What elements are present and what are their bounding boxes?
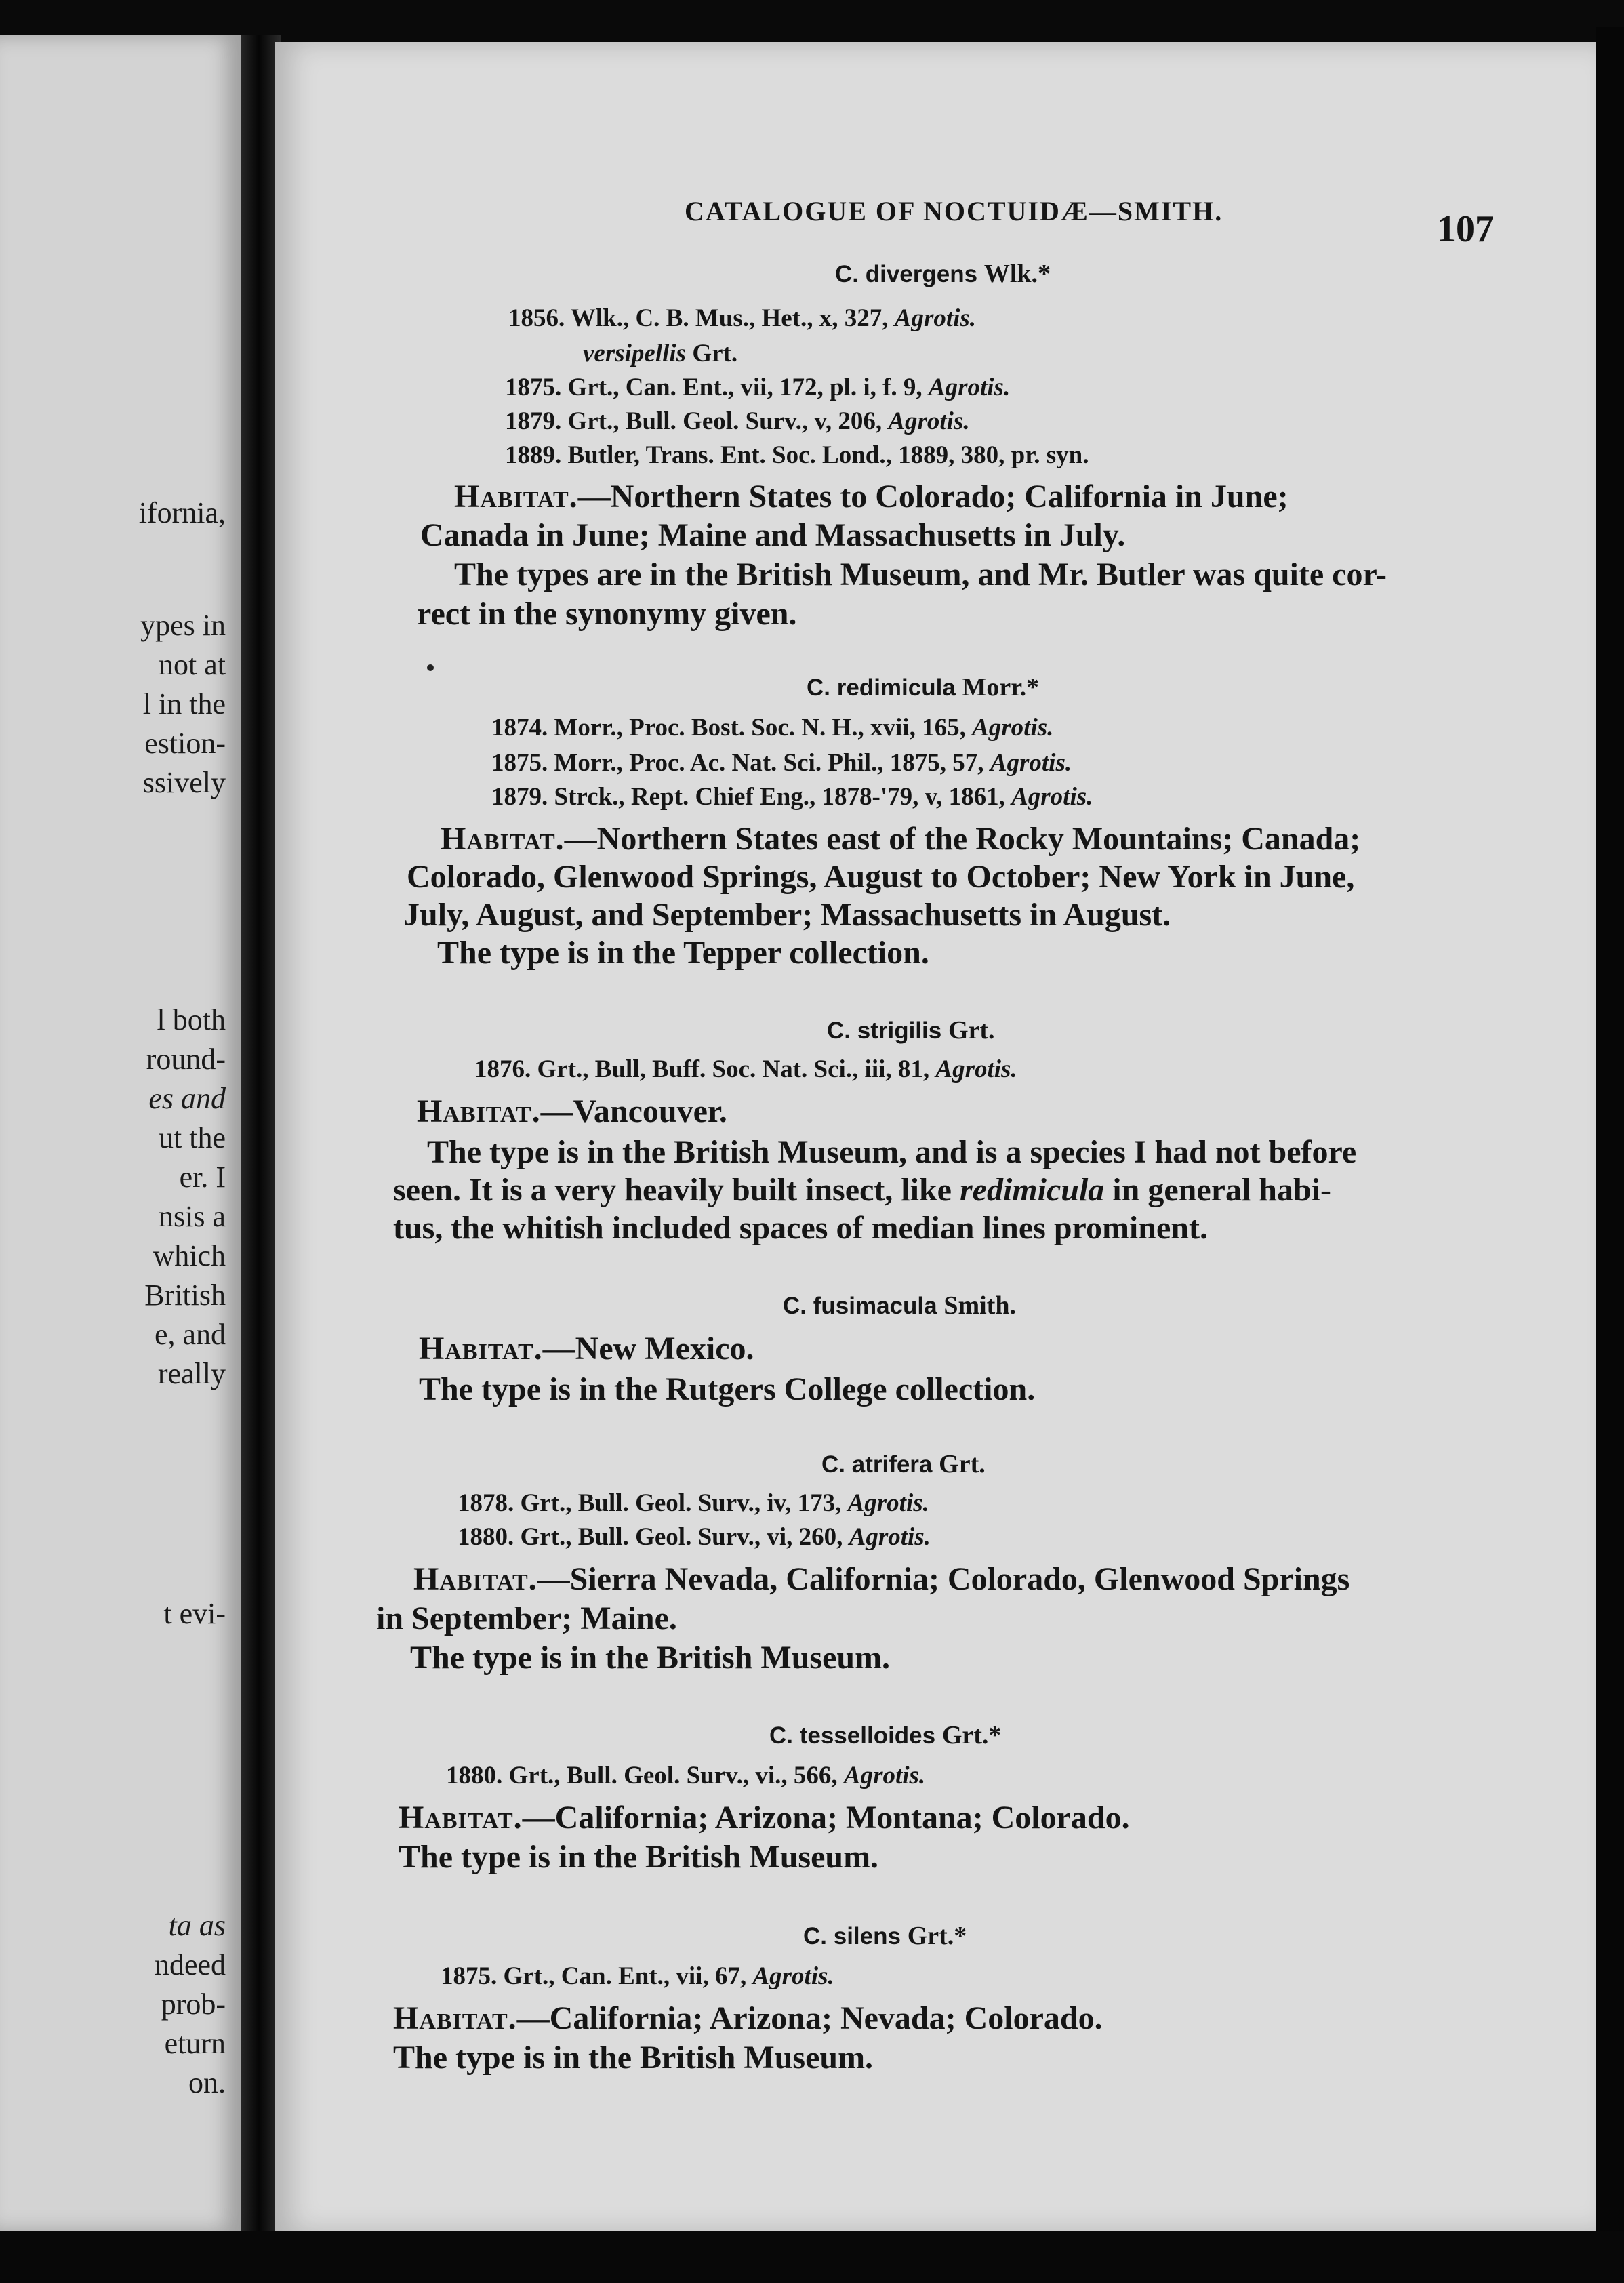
species-author: Smith. — [943, 1291, 1016, 1320]
reference-line: 1879. Grt., Bull. Geol. Surv., v, 206, Agrotis. — [505, 407, 970, 435]
habitat-line: Habitat.—New Mexico. — [419, 1331, 754, 1367]
body-line: The type is in the British Museum, and is a species I had not before — [427, 1134, 1357, 1170]
ink-mark — [427, 664, 434, 671]
species-name: C. fusimacula — [783, 1293, 937, 1319]
reference-line: 1880. Grt., Bull. Geol. Surv., vi, 260, Agrotis. — [458, 1523, 931, 1551]
body-line: seen. It is a very heavily built insect, like redimicula in general habi- — [393, 1172, 1331, 1208]
left-page-text: ssively — [142, 766, 226, 799]
reference-line: 1880. Grt., Bull. Geol. Surv., vi., 566, Agrotis. — [446, 1762, 926, 1790]
species-name: C. atrifera — [821, 1451, 933, 1478]
body-line: The types are in the British Museum, and Mr. Butler was quite cor- — [454, 557, 1387, 592]
left-page-text: t evi- — [163, 1597, 226, 1630]
reference-line: 1875. Morr., Proc. Ac. Nat. Sci. Phil., 1875, 57, Agrotis. — [491, 749, 1072, 777]
habitat-line: Habitat.—California; Arizona; Montana; Colorado. — [399, 1800, 1130, 1836]
species-heading — [803, 1921, 967, 1951]
left-page-text: es and — [148, 1082, 226, 1115]
species-author: Grt.* — [907, 1922, 967, 1950]
left-page — [0, 35, 241, 2231]
species-author: Morr.* — [962, 673, 1040, 702]
left-page-text: nsis a — [159, 1200, 226, 1233]
reference-line: 1874. Morr., Proc. Bost. Soc. N. H., xvii, 165, Agrotis. — [491, 714, 1054, 742]
left-page-text: round- — [146, 1043, 226, 1076]
running-header: CATALOGUE OF NOCTUIDÆ—SMITH. — [685, 196, 1223, 226]
left-page-text: ut the — [159, 1121, 226, 1154]
species-name: C. strigilis — [827, 1017, 942, 1044]
scan-border-bottom — [0, 2231, 1624, 2283]
left-page-text: er. I — [179, 1160, 226, 1194]
species-heading — [807, 672, 1039, 702]
reference-line: 1875. Grt., Can. Ent., vii, 67, Agrotis. — [441, 1962, 834, 1990]
species-name: C. divergens — [835, 261, 978, 287]
scan-border-right — [1596, 27, 1624, 2283]
habitat-line: Habitat.—Vancouver. — [417, 1093, 727, 1129]
left-page-text: eturn — [164, 2027, 226, 2060]
species-heading — [821, 1449, 986, 1479]
body-line: The type is in the Tepper collection. — [437, 935, 929, 971]
page-number: 107 — [1437, 208, 1494, 250]
species-name: C. silens — [803, 1923, 901, 1949]
body-line: The type is in the British Museum. — [399, 1839, 879, 1875]
left-page-text: which — [153, 1239, 226, 1272]
species-name: C. tesselloides — [769, 1722, 936, 1749]
left-page-text: ndeed — [154, 1948, 226, 1981]
species-author: Grt. — [939, 1450, 986, 1478]
species-author: Wlk.* — [983, 260, 1051, 288]
body-line: The type is in the Rutgers College collection. — [419, 1371, 1036, 1407]
species-heading — [827, 1015, 995, 1045]
synonym-line: versipellis Grt. — [583, 340, 738, 367]
body-line: Colorado, Glenwood Springs, August to October; New York in June, — [407, 859, 1355, 895]
left-page-text: not at — [159, 648, 226, 681]
body-line: Canada in June; Maine and Massachusetts in July. — [420, 517, 1126, 553]
reference-line: 1878. Grt., Bull. Geol. Surv., iv, 173, Agrotis. — [458, 1489, 929, 1517]
left-page-text: ta as — [168, 1909, 226, 1942]
species-author: Grt.* — [941, 1721, 1002, 1750]
body-line: tus, the whitish included spaces of median lines prominent. — [393, 1210, 1208, 1246]
body-line: in September; Maine. — [376, 1600, 677, 1636]
body-line: The type is in the British Museum. — [410, 1640, 891, 1676]
species-heading — [783, 1291, 1016, 1320]
left-page-text: British — [144, 1278, 226, 1312]
reference-line: 1856. Wlk., C. B. Mus., Het., x, 327, Agrotis. — [508, 304, 977, 332]
species-author: Grt. — [948, 1016, 995, 1045]
left-page-text: prob- — [161, 1987, 226, 2021]
left-page-text: ifornia, — [138, 496, 226, 529]
habitat-line: Habitat.—Northern States east of the Rocky Mountains; Canada; — [441, 821, 1361, 857]
reference-line: 1876. Grt., Bull, Buff. Soc. Nat. Sci., iii, 81, Agrotis. — [474, 1055, 1017, 1083]
body-line: rect in the synonymy given. — [417, 596, 797, 632]
reference-line: 1875. Grt., Can. Ent., vii, 172, pl. i, f. 9, Agrotis. — [505, 373, 1011, 401]
habitat-line: Habitat.—Sierra Nevada, California; Colorado, Glenwood Springs — [413, 1561, 1350, 1597]
left-page-text: l in the — [142, 687, 226, 721]
species-heading — [835, 259, 1051, 289]
species-heading — [769, 1720, 1001, 1750]
left-page-text: ypes in — [140, 609, 226, 642]
left-page-text: really — [157, 1357, 226, 1390]
body-line: July, August, and September; Massachusetts in August. — [403, 897, 1171, 933]
left-page-text: estion- — [144, 727, 226, 760]
reference-line: 1879. Strck., Rept. Chief Eng., 1878-'79, v, 1861, Agrotis. — [491, 783, 1093, 811]
reference-line: 1889. Butler, Trans. Ent. Soc. Lond., 1889, 380, pr. syn. — [505, 441, 1089, 469]
habitat-line: Habitat.—California; Arizona; Nevada; Colorado. — [393, 2000, 1103, 2036]
left-page-text: e, and — [154, 1318, 226, 1351]
body-line: The type is in the British Museum. — [393, 2040, 874, 2076]
left-page-text: l both — [157, 1003, 226, 1036]
species-name: C. redimicula — [807, 674, 956, 701]
habitat-line: Habitat.—Northern States to Colorado; California in June; — [454, 479, 1288, 514]
left-page-text: on. — [188, 2066, 226, 2099]
